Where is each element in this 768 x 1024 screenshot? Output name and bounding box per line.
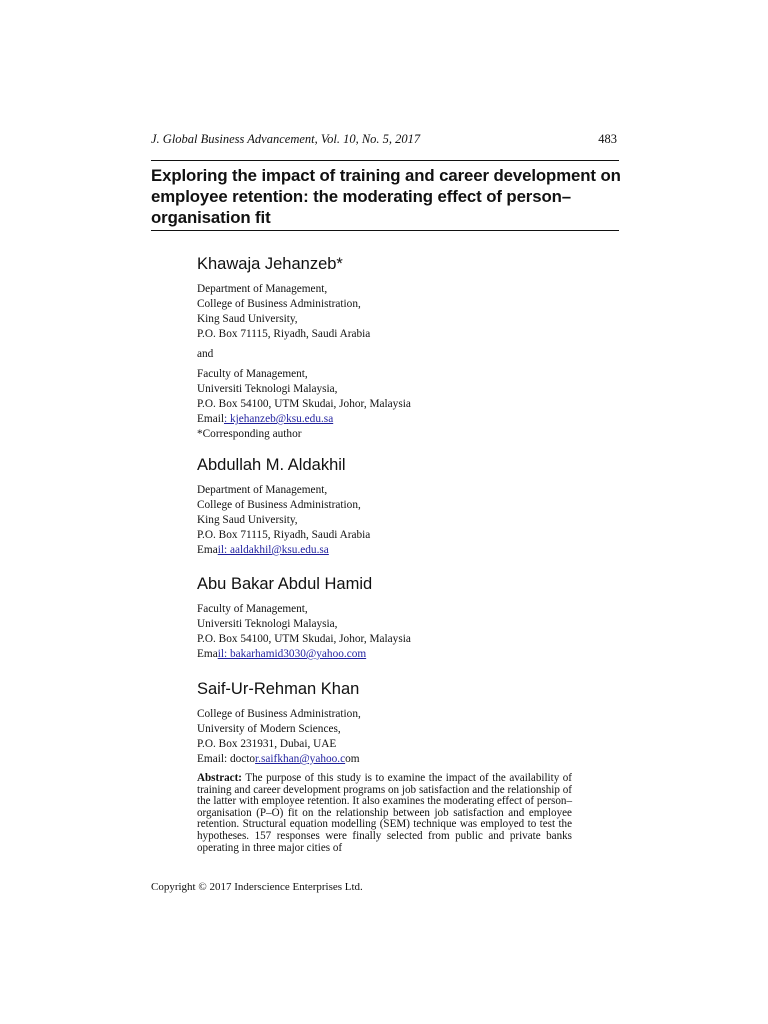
affiliation-line: King Saud University,	[197, 313, 298, 325]
email-label: Ema	[197, 544, 218, 556]
affiliation-line: University of Modern Sciences,	[197, 723, 341, 735]
author-block-2	[197, 455, 597, 558]
affiliation-line: Department of Management,	[197, 484, 328, 496]
page-number: 483	[598, 132, 617, 146]
author-block-1	[197, 254, 597, 442]
affiliation-line: Faculty of Management,	[197, 368, 308, 380]
email-link[interactable]: il: aaldakhil@ksu.edu.sa	[217, 544, 329, 556]
author-name: Saif-Ur-Rehman Khan	[197, 680, 360, 698]
affiliation-line: King Saud University,	[197, 514, 298, 526]
email-suffix: om	[345, 753, 360, 765]
email-link[interactable]: r.saifkhan@yahoo.c	[255, 753, 346, 765]
journal-citation: J. Global Business Advancement, Vol. 10, No. 5, 2017	[151, 132, 421, 146]
affiliation-conjunction: and	[197, 348, 214, 360]
author-email	[197, 752, 597, 767]
affiliation-line: Faculty of Management,	[197, 603, 308, 615]
affiliation-line: P.O. Box 231931, Dubai, UAE	[197, 738, 337, 750]
author-block-3	[197, 574, 597, 662]
email-label: Email	[197, 413, 224, 425]
author-email	[197, 543, 597, 558]
email-label: Ema	[197, 648, 218, 660]
corresponding-author-note: *Corresponding author	[197, 428, 302, 440]
affiliation-line: Department of Management,	[197, 283, 328, 295]
email-link[interactable]: : kjehanzeb@ksu.edu.sa	[223, 413, 334, 425]
author-email	[197, 647, 597, 662]
affiliation-line: P.O. Box 71115, Riyadh, Saudi Arabia	[197, 328, 371, 340]
abstract-text: The purpose of this study is to examine the impact of the availability of training and career development programs on job satisfaction and the relationship of the latter with employee retention. It also examines the moderating effect of person–organisation (P–O) fit on the relationship between job satisfaction and employee retention. Structural equation modelling (SEM) technique was employed to test the hypotheses. 157 responses were finally selected from public and private banks operating in three major cities of	[197, 772, 572, 854]
title-bottom-rule	[151, 230, 619, 231]
author-email	[197, 412, 597, 427]
email-label: Email: docto	[197, 753, 256, 765]
running-header	[151, 131, 617, 147]
affiliation-line: College of Business Administration,	[197, 499, 361, 511]
copyright-notice: Copyright © 2017 Inderscience Enterprises Ltd.	[151, 881, 363, 893]
author-name: Abu Bakar Abdul Hamid	[197, 575, 373, 593]
affiliation-line: P.O. Box 54100, UTM Skudai, Johor, Malaysia	[197, 398, 411, 410]
title-top-rule	[151, 160, 619, 161]
affiliation-line: P.O. Box 71115, Riyadh, Saudi Arabia	[197, 529, 371, 541]
affiliation-line: P.O. Box 54100, UTM Skudai, Johor, Malaysia	[197, 633, 411, 645]
affiliation-line: Universiti Teknologi Malaysia,	[197, 618, 338, 630]
abstract-label: Abstract:	[197, 772, 242, 784]
affiliation-line: College of Business Administration,	[197, 298, 361, 310]
affiliation-line: College of Business Administration,	[197, 708, 361, 720]
author-name: Abdullah M. Aldakhil	[197, 456, 346, 474]
email-link[interactable]: il: bakarhamid3030@yahoo.com	[217, 648, 367, 660]
author-name: Khawaja Jehanzeb*	[197, 255, 343, 273]
abstract	[197, 773, 572, 854]
affiliation-line: Universiti Teknologi Malaysia,	[197, 383, 338, 395]
author-block-4	[197, 679, 597, 767]
article-title: Exploring the impact of training and career development on employee retention: the moderating effect of person–organisation fit	[151, 166, 621, 227]
